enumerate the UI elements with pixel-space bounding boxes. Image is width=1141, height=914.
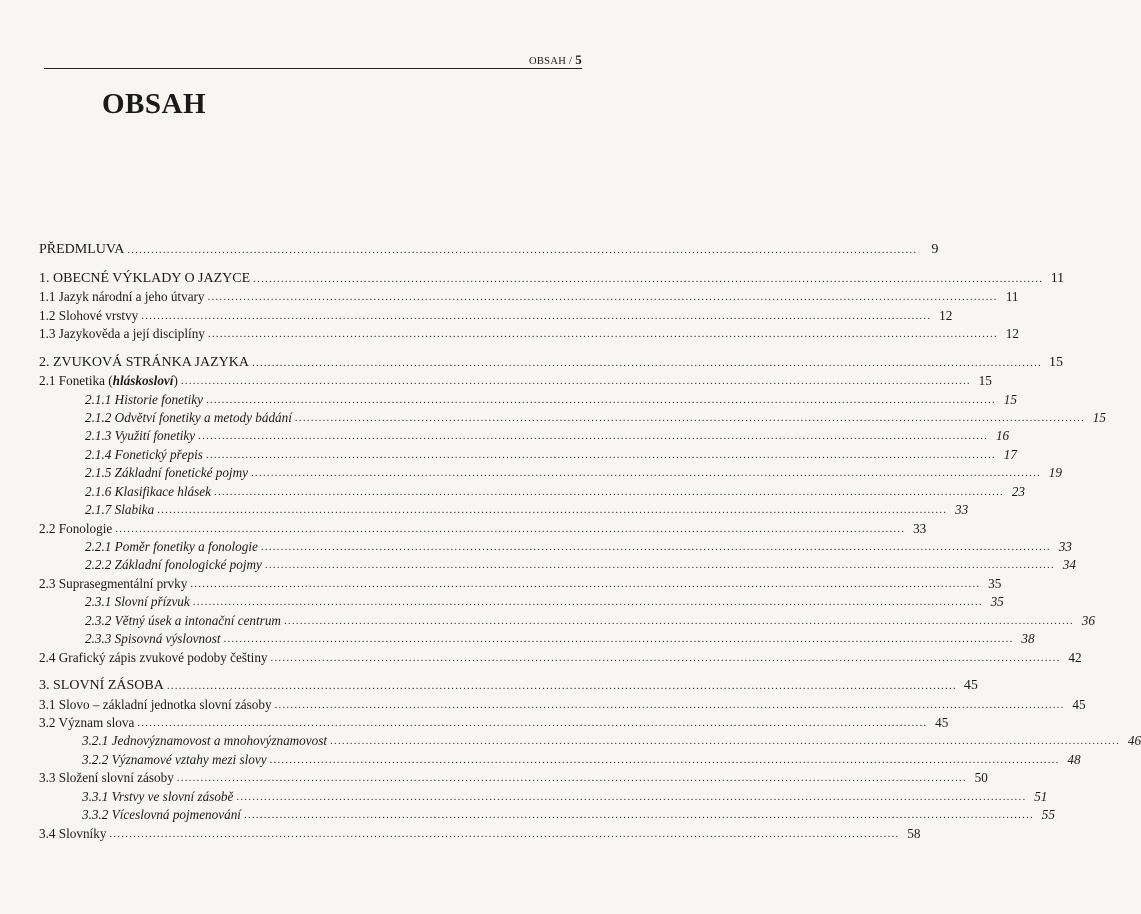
toc-entry-page: 38 bbox=[1021, 631, 1035, 647]
dot-leader: ........................................................................................................................................................................................................ bbox=[270, 651, 1061, 664]
toc-entry-label: 3.3.1 Vrstvy ve slovní zásobě bbox=[82, 788, 234, 804]
dot-leader: ........................................................................................................................................................................................................ bbox=[205, 448, 996, 461]
toc-entry-label: 2. ZVUKOVÁ STRÁNKA JAZYKA bbox=[39, 354, 249, 370]
toc-entry-label: 3.4 Slovníky bbox=[39, 825, 107, 841]
toc-entry-label: 2.3.3 Spisovná výslovnost bbox=[85, 631, 221, 647]
toc-entry-page: 19 bbox=[1048, 465, 1062, 481]
toc-entry-label: 2.1.1 Historie fonetiky bbox=[85, 391, 203, 407]
dot-leader: ........................................................................................................................................................................................................ bbox=[127, 244, 918, 257]
toc-entry-page: 15 bbox=[1003, 391, 1017, 407]
running-head-page-number: 5 bbox=[575, 52, 582, 67]
toc-entry-label: 2.1.4 Fonetický přepis bbox=[85, 446, 203, 462]
toc-entry-page: 11 bbox=[1050, 270, 1065, 286]
dot-leader: ........................................................................................................................................................................................................ bbox=[180, 375, 971, 388]
toc-subentry[interactable] bbox=[39, 786, 1048, 804]
toc-entry-label: 3. SLOVNÍ ZÁSOBA bbox=[39, 678, 164, 694]
dot-leader: ........................................................................................................................................................................................................ bbox=[190, 577, 981, 590]
toc-subentry[interactable] bbox=[39, 408, 1106, 426]
dot-leader: ........................................................................................................................................................................................................ bbox=[115, 522, 906, 535]
dot-leader: ........................................................................................................................................................................................................ bbox=[198, 430, 989, 443]
toc-entry-page: 55 bbox=[1041, 807, 1055, 823]
toc-entry[interactable] bbox=[39, 371, 992, 389]
toc-entry-label: 2.1.6 Klasifikace hlásek bbox=[85, 483, 211, 499]
toc-entry-label: 2.3.2 Větný úsek a intonační centrum bbox=[85, 612, 281, 628]
running-head-separator: / bbox=[569, 56, 573, 67]
running-head-section: OBSAH bbox=[529, 56, 567, 67]
toc-entry-page: 45 bbox=[935, 714, 949, 730]
toc-entry-label: 3.3 Složení slovní zásoby bbox=[39, 770, 174, 786]
toc-entry-label: 2.1.7 Slabika bbox=[85, 502, 155, 518]
toc-entry-page: 33 bbox=[955, 502, 969, 518]
toc-entry-foreword[interactable] bbox=[39, 240, 939, 258]
toc-entry-label: 3.1 Slovo – základní jednotka slovní zásoby bbox=[39, 696, 272, 712]
toc-entry-page: 16 bbox=[995, 428, 1010, 444]
toc-entry-page: 45 bbox=[963, 678, 978, 694]
toc-entry-label: 2.4 Grafický zápis zvukové podoby češtiny bbox=[39, 649, 268, 665]
dot-leader: ........................................................................................................................................................................................................ bbox=[260, 541, 1051, 553]
page-title: OBSAH bbox=[102, 88, 207, 120]
toc-entry-page: 15 bbox=[1049, 354, 1063, 370]
label-prefix: 2.1 Fonetika ( bbox=[39, 373, 113, 389]
toc-subentry[interactable] bbox=[39, 463, 1062, 481]
toc-entry-page: 15 bbox=[1092, 409, 1106, 425]
dot-leader: ........................................................................................................................................................................................................ bbox=[157, 504, 948, 517]
toc-subentry[interactable] bbox=[39, 500, 969, 518]
toc-entry-page: 51 bbox=[1034, 788, 1048, 804]
dot-leader: ........................................................................................................................................................................................................ bbox=[253, 272, 1044, 285]
toc-subentry[interactable] bbox=[39, 537, 1072, 555]
dot-leader: ........................................................................................................................................................................................................ bbox=[250, 467, 1041, 480]
toc-entry-label: 3.2.1 Jednovýznamovost a mnohovýznamovost bbox=[82, 733, 328, 749]
toc-subentry[interactable] bbox=[39, 481, 1025, 499]
dot-leader: ........................................................................................................................................................................................................ bbox=[264, 559, 1055, 572]
toc-subentry[interactable] bbox=[39, 555, 1076, 573]
toc-entry-label: 2.3 Suprasegmentální prvky bbox=[39, 575, 188, 591]
dot-leader: ........................................................................................................................................................................................................ bbox=[141, 309, 932, 322]
toc-entry-page: 48 bbox=[1067, 751, 1081, 767]
toc-subentry[interactable] bbox=[39, 731, 1141, 749]
label-emphasis: hláskosloví bbox=[112, 373, 174, 389]
toc-entry-page: 58 bbox=[907, 825, 921, 841]
dot-leader: ........................................................................................................................................................................................................ bbox=[207, 328, 998, 341]
toc-entry[interactable] bbox=[39, 287, 1019, 305]
toc-entry-page: 23 bbox=[1011, 483, 1025, 499]
toc-entry-label: 1.3 Jazykověda a její disciplíny bbox=[39, 326, 205, 342]
dot-leader: ........................................................................................................................................................................................................ bbox=[236, 790, 1027, 803]
dot-leader: ........................................................................................................................................................................................................ bbox=[274, 698, 1065, 711]
header-rule bbox=[44, 68, 582, 69]
dot-leader: ........................................................................................................................................................................................................ bbox=[192, 596, 983, 609]
toc-entry-page: 11 bbox=[1005, 289, 1019, 305]
dot-leader: ........................................................................................................................................................................................................ bbox=[137, 716, 928, 729]
toc-entry-label: 2.1.2 Odvětví fonetiky a metody bádání bbox=[85, 409, 292, 425]
toc-subentry[interactable] bbox=[39, 426, 1010, 444]
toc-entry-label: 2.1.3 Využití fonetiky bbox=[85, 428, 196, 444]
toc-entry[interactable] bbox=[39, 573, 1002, 591]
toc-entry[interactable] bbox=[39, 694, 1086, 712]
toc-entry-label: 2.2 Fonologie bbox=[39, 520, 113, 536]
toc-subentry[interactable] bbox=[39, 749, 1081, 767]
toc-entry-page: 35 bbox=[990, 594, 1004, 610]
dot-leader: ........................................................................................................................................................................................................ bbox=[166, 680, 957, 693]
toc-entry-page: 17 bbox=[1003, 446, 1017, 462]
toc-entry[interactable] bbox=[39, 647, 1082, 665]
dot-leader: ........................................................................................................................................................................................................ bbox=[252, 356, 1042, 369]
toc-entry-page: 15 bbox=[978, 373, 992, 389]
toc-entry-page: 50 bbox=[974, 770, 988, 786]
toc-subentry[interactable] bbox=[39, 592, 1004, 610]
toc-subentry[interactable] bbox=[39, 629, 1035, 647]
dot-leader: ........................................................................................................................................................................................................ bbox=[283, 614, 1074, 627]
toc-entry-label: 2.1.5 Základní fonetické pojmy bbox=[85, 465, 248, 481]
toc-entry-label: 3.2.2 Významové vztahy mezi slovy bbox=[82, 751, 267, 767]
running-head bbox=[529, 52, 582, 68]
toc-subentry[interactable] bbox=[39, 610, 1095, 628]
dot-leader: ........................................................................................................................................................................................................ bbox=[205, 393, 996, 406]
toc-chapter-1[interactable] bbox=[39, 268, 1065, 286]
toc-entry-page: 45 bbox=[1072, 696, 1086, 712]
toc-entry-page: 12 bbox=[939, 307, 953, 323]
toc-entry-page: 36 bbox=[1081, 612, 1095, 628]
toc-entry-label bbox=[39, 373, 178, 389]
dot-leader: ........................................................................................................................................................................................................ bbox=[243, 809, 1034, 822]
toc-entry-label: 1.1 Jazyk národní a jeho útvary bbox=[39, 289, 205, 305]
dot-leader: ........................................................................................................................................................................................................ bbox=[207, 291, 998, 304]
label-suffix: ) bbox=[173, 373, 178, 389]
toc-entry[interactable] bbox=[39, 324, 1019, 342]
toc-entry[interactable] bbox=[39, 305, 953, 323]
toc-entry-label: 3.2 Význam slova bbox=[39, 714, 135, 730]
toc-entry-label: 1. OBECNÉ VÝKLADY O JAZYCE bbox=[39, 270, 251, 286]
dot-leader: ........................................................................................................................................................................................................ bbox=[269, 753, 1060, 766]
toc-entry-page: 46 bbox=[1127, 733, 1141, 749]
toc-entry[interactable] bbox=[39, 768, 988, 786]
toc-entry[interactable] bbox=[39, 823, 921, 841]
toc-entry-page: 33 bbox=[1058, 539, 1072, 554]
dot-leader: ........................................................................................................................................................................................................ bbox=[223, 633, 1014, 646]
toc-subentry[interactable] bbox=[39, 444, 1017, 462]
toc-entry-page: 9 bbox=[931, 242, 939, 258]
toc-entry-label: PŘEDMLUVA bbox=[39, 242, 125, 258]
toc-entry[interactable] bbox=[39, 518, 927, 536]
toc-entry-label: 2.3.1 Slovní přízvuk bbox=[85, 594, 190, 610]
toc-entry-page: 35 bbox=[988, 575, 1002, 591]
dot-leader: ........................................................................................................................................................................................................ bbox=[214, 485, 1004, 498]
toc-subentry[interactable] bbox=[39, 389, 1017, 407]
toc-entry-page: 12 bbox=[1005, 326, 1019, 342]
toc-entry-label: 2.2.2 Základní fonologické pojmy bbox=[85, 557, 262, 573]
toc-chapter-3[interactable] bbox=[39, 676, 978, 694]
dot-leader: ........................................................................................................................................................................................................ bbox=[330, 735, 1121, 748]
toc-subentry[interactable] bbox=[39, 805, 1055, 823]
toc-entry[interactable] bbox=[39, 713, 949, 731]
dot-leader: ........................................................................................................................................................................................................ bbox=[176, 772, 967, 785]
toc-entry-page: 42 bbox=[1068, 649, 1082, 665]
dot-leader: ........................................................................................................................................................................................................ bbox=[294, 411, 1085, 424]
toc-entry-label: 3.3.2 Víceslovná pojmenování bbox=[82, 807, 241, 823]
toc-chapter-2[interactable] bbox=[39, 352, 1063, 370]
table-of-contents bbox=[39, 240, 1141, 842]
toc-entry-page: 34 bbox=[1062, 557, 1076, 573]
toc-entry-page: 33 bbox=[913, 520, 927, 536]
toc-entry-label: 2.2.1 Poměr fonetiky a fonologie bbox=[85, 539, 258, 554]
toc-entry-label: 1.2 Slohové vrstvy bbox=[39, 307, 139, 323]
dot-leader: ........................................................................................................................................................................................................ bbox=[109, 827, 900, 840]
